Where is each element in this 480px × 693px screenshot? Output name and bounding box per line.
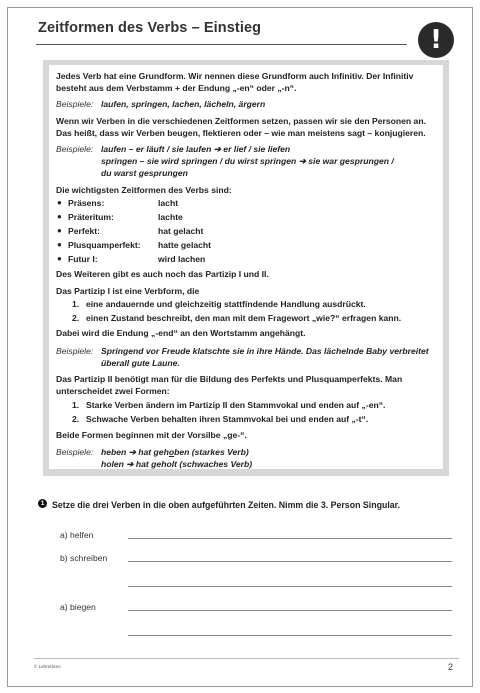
- tenses-heading: Die wichtigsten Zeitformen des Verbs sind:: [56, 185, 232, 195]
- partizip1-ending: Dabei wird die Endung „-end“ an den Wortstamm angehängt.: [56, 328, 306, 338]
- example-label: Beispiele:: [56, 99, 94, 109]
- answer-line[interactable]: [128, 610, 452, 611]
- exercise-number-badge: 1: [38, 499, 47, 508]
- participles-intro: Des Weiteren gibt es auch noch das Partizip I und II.: [56, 269, 269, 279]
- partizip2-prefix: Beide Formen beginnen mit der Vorsilbe „ge-“.: [56, 430, 247, 440]
- partizip2-def-line2: unterscheidet zwei Formen:: [56, 386, 170, 396]
- exclamation-icon: !: [418, 22, 454, 58]
- partizip2-def-line1: Das Partizip II benötigt man für die Bildung des Perfekts und Plusquamperfekts. Man: [56, 374, 403, 384]
- info-p1-line1: Jedes Verb hat eine Grundform. Wir nennen diese Grundform auch Infinitiv. Der Infinitiv: [56, 71, 414, 81]
- example-label: Beispiele:: [56, 346, 94, 356]
- list-number: 1.: [72, 299, 80, 309]
- copyright: © Lehrerbüro: [34, 664, 61, 669]
- example-label: Beispiele:: [56, 144, 94, 154]
- title-divider: [36, 44, 407, 45]
- answer-line[interactable]: [128, 538, 452, 539]
- list-number: 2.: [72, 414, 80, 424]
- tense-name: Futur I:: [68, 254, 98, 264]
- tense-value: lachte: [158, 212, 183, 222]
- list-number: 2.: [72, 313, 80, 323]
- info-p1-line2: besteht aus dem Verbstamm + der Endung „-en“ oder „-n“.: [56, 83, 297, 93]
- bullet-icon: ●: [57, 212, 62, 221]
- answer-line[interactable]: [128, 586, 452, 587]
- example-1: laufen, springen, lachen, lächeln, ärgern: [101, 99, 266, 109]
- partizip2-item2: Schwache Verben behalten ihren Stammvokal bei und enden auf „-t“.: [86, 414, 369, 424]
- exercise-item-label: a) helfen: [60, 530, 94, 540]
- answer-line[interactable]: [128, 561, 452, 562]
- bullet-icon: ●: [57, 240, 62, 249]
- tense-name: Präteritum:: [68, 212, 114, 222]
- partizip1-definition: Das Partizip I ist eine Verbform, die: [56, 286, 200, 296]
- tense-value: wird lachen: [158, 254, 206, 264]
- tense-value: hatte gelacht: [158, 240, 212, 250]
- example-3-line2: überall gute Laune.: [101, 358, 180, 368]
- example-4-line2: holen ➔ hat geholt (schwaches Verb): [101, 459, 253, 469]
- bullet-icon: ●: [57, 226, 62, 235]
- exercise-item-label: a) biegen: [60, 602, 96, 612]
- example-4-line1: heben ➔ hat gehoben (starkes Verb): [101, 447, 249, 457]
- tense-value: hat gelacht: [158, 226, 204, 236]
- page-number: 2: [448, 662, 454, 672]
- example-3-line1: Springend vor Freude klatschte sie in ihre Hände. Das lächelnde Baby verbreitet: [101, 346, 429, 356]
- bullet-icon: ●: [57, 254, 62, 263]
- tense-value: lacht: [158, 198, 179, 208]
- example-label: Beispiele:: [56, 447, 94, 457]
- exercise-item-label: b) schreiben: [60, 553, 108, 563]
- example-2-line2: springen – sie wird springen / du wirst springen ➔ sie war gesprungen /: [101, 156, 394, 166]
- info-p2-line1: Wenn wir Verben in die verschiedenen Zeitformen setzen, passen wir sie den Personen an.: [56, 116, 426, 126]
- list-number: 1.: [72, 400, 80, 410]
- partizip1-item2: einen Zustand beschreibt, den man mit dem Fragewort „wie?“ erfragen kann.: [86, 313, 402, 323]
- tense-name: Plusquamperfekt:: [68, 240, 141, 250]
- tense-name: Präsens:: [68, 198, 105, 208]
- footer-divider: [34, 658, 459, 659]
- example-2-line1: laufen – er läuft / sie laufen ➔ er lief / sie liefen: [101, 144, 291, 154]
- example-2-line3: du warst gesprungen: [101, 168, 188, 178]
- partizip1-item1: eine andauernde und gleichzeitig stattfindende Handlung ausdrückt.: [86, 299, 366, 309]
- tense-name: Perfekt:: [68, 226, 100, 236]
- info-p2-line2: Das heißt, dass wir Verben beugen, flektieren oder – wie man meistens sagt – konjugieren.: [56, 128, 426, 138]
- partizip2-item1: Starke Verben ändern im Partizip II den Stammvokal und enden auf „-en“.: [86, 400, 386, 410]
- answer-line[interactable]: [128, 635, 452, 636]
- bullet-icon: ●: [57, 198, 62, 207]
- exercise-instruction: Setze die drei Verben in die oben aufgeführten Zeiten. Nimm die 3. Person Singular.: [52, 500, 401, 510]
- page-title: Zeitformen des Verbs – Einstieg: [38, 20, 262, 36]
